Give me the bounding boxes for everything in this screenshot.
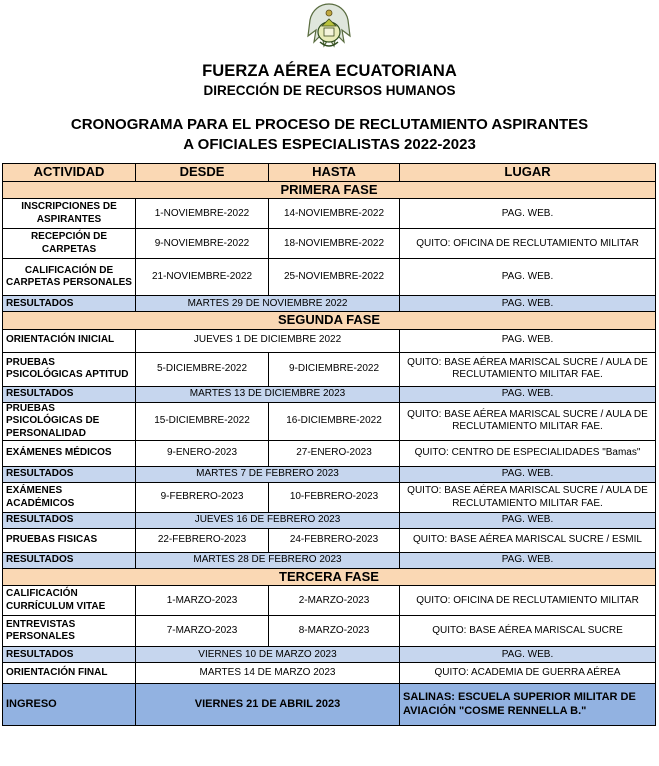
cell-actividad: RESULTADOS	[3, 647, 136, 663]
results-row	[3, 513, 656, 529]
col-header-hasta: HASTA	[269, 164, 400, 182]
cell-fecha: MARTES 28 DE FEBRERO 2023	[136, 553, 400, 569]
cell-actividad: PRUEBAS FISICAS	[3, 529, 136, 553]
cell-lugar: QUITO: OFICINA DE RECLUTAMIENTO MILITAR	[400, 586, 656, 616]
cell-fecha: VIERNES 10 DE MARZO 2023	[136, 647, 400, 663]
cell-lugar: PAG. WEB.	[400, 467, 656, 483]
cell-lugar: QUITO: BASE AÉREA MARISCAL SUCRE / AULA DE RECLUTAMIENTO MILITAR FAE.	[400, 352, 656, 386]
cell-fecha: MARTES 13 DE DICIEMBRE 2023	[136, 386, 400, 402]
cell-desde: 7-MARZO-2023	[136, 616, 269, 647]
cell-hasta: 18-NOVIEMBRE-2022	[269, 229, 400, 259]
cell-hasta: 10-FEBRERO-2023	[269, 483, 400, 513]
cell-lugar: QUITO: BASE AÉREA MARISCAL SUCRE / AULA DE RECLUTAMIENTO MILITAR FAE.	[400, 402, 656, 441]
cell-actividad: RECEPCIÓN DE CARPETAS	[3, 229, 136, 259]
col-header-desde: DESDE	[136, 164, 269, 182]
cell-lugar: QUITO: BASE AÉREA MARISCAL SUCRE / ESMIL	[400, 529, 656, 553]
cell-actividad: INGRESO	[3, 684, 136, 726]
cell-desde: 9-FEBRERO-2023	[136, 483, 269, 513]
cell-lugar: QUITO: CENTRO DE ESPECIALIDADES "Bamas"	[400, 441, 656, 467]
table-row	[3, 229, 656, 259]
table-row	[3, 259, 656, 296]
results-row	[3, 386, 656, 402]
schedule-title-line-2: A OFICIALES ESPECIALISTAS 2022-2023	[183, 136, 476, 153]
cell-lugar: QUITO: OFICINA DE RECLUTAMIENTO MILITAR	[400, 229, 656, 259]
results-row	[3, 647, 656, 663]
table-row	[3, 529, 656, 553]
cell-actividad: RESULTADOS	[3, 296, 136, 312]
cell-actividad: RESULTADOS	[3, 553, 136, 569]
cell-desde: 5-DICIEMBRE-2022	[136, 352, 269, 386]
table-row	[3, 329, 656, 352]
results-row	[3, 553, 656, 569]
cell-hasta: 25-NOVIEMBRE-2022	[269, 259, 400, 296]
cell-desde: 9-ENERO-2023	[136, 441, 269, 467]
cell-actividad: ENTREVISTAS PERSONALES	[3, 616, 136, 647]
cell-actividad: PRUEBAS PSICOLÓGICAS APTITUD	[3, 352, 136, 386]
column-header-row	[3, 164, 656, 182]
cell-hasta: 9-DICIEMBRE-2022	[269, 352, 400, 386]
table-row	[3, 663, 656, 684]
cell-lugar: PAG. WEB.	[400, 329, 656, 352]
cell-actividad: PRUEBAS PSICOLÓGICAS DE PERSONALIDAD	[3, 402, 136, 441]
cell-lugar: PAG. WEB.	[400, 296, 656, 312]
cell-desde: 1-NOVIEMBRE-2022	[136, 199, 269, 229]
phase-label: SEGUNDA FASE	[3, 312, 656, 329]
table-row	[3, 616, 656, 647]
department-title: DIRECCIÓN DE RECURSOS HUMANOS	[203, 83, 456, 98]
cell-actividad: RESULTADOS	[3, 513, 136, 529]
phase-row	[3, 312, 656, 329]
cell-lugar: QUITO: BASE AÉREA MARISCAL SUCRE / AULA DE RECLUTAMIENTO MILITAR FAE.	[400, 483, 656, 513]
cell-actividad: RESULTADOS	[3, 386, 136, 402]
table-row	[3, 441, 656, 467]
cell-actividad: EXÁMENES ACADÉMICOS	[3, 483, 136, 513]
phase-label: PRIMERA FASE	[3, 182, 656, 199]
cell-hasta: 8-MARZO-2023	[269, 616, 400, 647]
cell-fecha: MARTES 7 DE FEBRERO 2023	[136, 467, 400, 483]
schedule-title-line-1: CRONOGRAMA PARA EL PROCESO DE RECLUTAMIENTO ASPIRANTES	[70, 116, 589, 133]
schedule-table	[2, 163, 656, 726]
cell-lugar: QUITO: BASE AÉREA MARISCAL SUCRE	[400, 616, 656, 647]
cell-fecha: VIERNES 21 DE ABRIL 2023	[136, 684, 400, 726]
cell-lugar: QUITO: ACADEMIA DE GUERRA AÉREA	[400, 663, 656, 684]
cell-desde: 21-NOVIEMBRE-2022	[136, 259, 269, 296]
final-row	[3, 684, 656, 726]
table-row	[3, 402, 656, 441]
cell-hasta: 2-MARZO-2023	[269, 586, 400, 616]
cell-lugar: PAG. WEB.	[400, 553, 656, 569]
phase-row	[3, 182, 656, 199]
cell-actividad: RESULTADOS	[3, 467, 136, 483]
cell-desde: 1-MARZO-2023	[136, 586, 269, 616]
cell-fecha: JUEVES 16 DE FEBRERO 2023	[136, 513, 400, 529]
cell-actividad: ORIENTACIÓN INICIAL	[3, 329, 136, 352]
cell-actividad: ORIENTACIÓN FINAL	[3, 663, 136, 684]
col-header-actividad: ACTIVIDAD	[3, 164, 136, 182]
col-header-lugar: LUGAR	[400, 164, 656, 182]
cell-desde: 22-FEBRERO-2023	[136, 529, 269, 553]
cell-fecha: MARTES 29 DE NOVIEMBRE 2022	[136, 296, 400, 312]
cell-actividad: CALIFICACIÓN CURRÍCULUM VITAE	[3, 586, 136, 616]
cell-lugar: PAG. WEB.	[400, 259, 656, 296]
cell-actividad: EXÁMENES MÉDICOS	[3, 441, 136, 467]
results-row	[3, 467, 656, 483]
organization-title: FUERZA AÉREA ECUATORIANA	[202, 62, 457, 80]
table-row	[3, 352, 656, 386]
phase-row	[3, 569, 656, 586]
cell-lugar: PAG. WEB.	[400, 386, 656, 402]
air-force-emblem-icon	[306, 2, 352, 54]
cell-lugar: SALINAS: ESCUELA SUPERIOR MILITAR DE AVIACIÓN "COSME RENNELLA B."	[400, 684, 656, 726]
cell-lugar: PAG. WEB.	[400, 199, 656, 229]
cell-hasta: 27-ENERO-2023	[269, 441, 400, 467]
cell-hasta: 16-DICIEMBRE-2022	[269, 402, 400, 441]
cell-fecha: JUEVES 1 DE DICIEMBRE 2022	[136, 329, 400, 352]
cell-lugar: PAG. WEB.	[400, 647, 656, 663]
cell-lugar: PAG. WEB.	[400, 513, 656, 529]
table-row	[3, 586, 656, 616]
cell-fecha: MARTES 14 DE MARZO 2023	[136, 663, 400, 684]
table-row	[3, 483, 656, 513]
cell-desde: 9-NOVIEMBRE-2022	[136, 229, 269, 259]
table-row	[3, 199, 656, 229]
results-row	[3, 296, 656, 312]
cell-desde: 15-DICIEMBRE-2022	[136, 402, 269, 441]
cell-actividad: CALIFICACIÓN DE CARPETAS PERSONALES	[3, 259, 136, 296]
cell-hasta: 14-NOVIEMBRE-2022	[269, 199, 400, 229]
cell-actividad: INSCRIPCIONES DE ASPIRANTES	[3, 199, 136, 229]
phase-label: TERCERA FASE	[3, 569, 656, 586]
cell-hasta: 24-FEBRERO-2023	[269, 529, 400, 553]
